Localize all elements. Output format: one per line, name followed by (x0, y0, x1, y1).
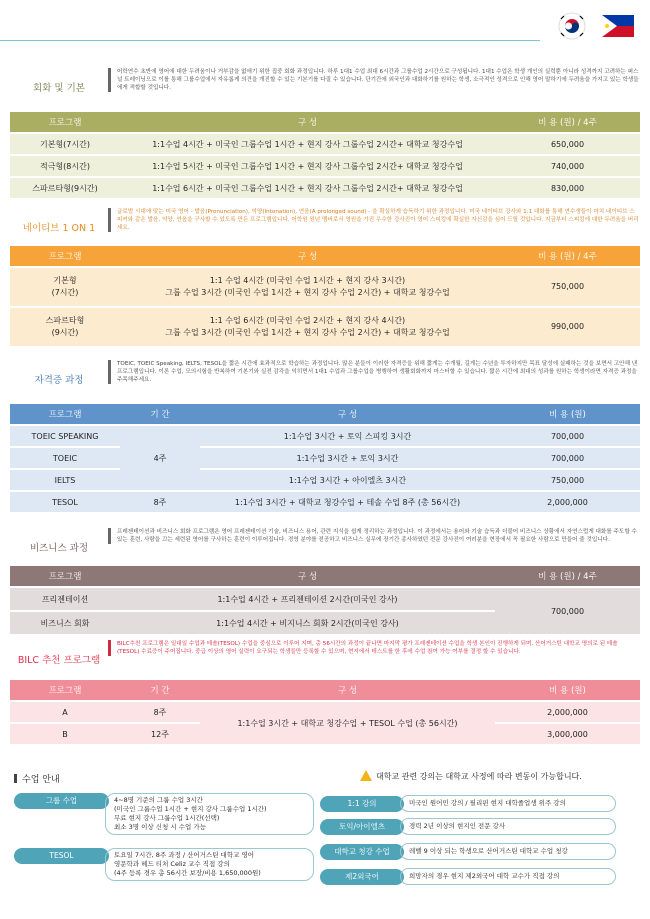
period-cell: 4주 (120, 426, 200, 490)
program-cell: B (10, 724, 120, 744)
guide-text (105, 793, 314, 835)
composition-line: 1:1 수업 4시간 (미국인 수업 1시간 + 현지 강사 3시간) (209, 276, 406, 285)
composition-cell: 1:1수업 4시간 + 미국인 그룹수업 1시간 + 현지 강사 그룹수업 2시간+ 대학교 청강수업 (120, 134, 495, 154)
guide-line: 4~8명 기준의 그룹 수업 3시간 (114, 796, 203, 804)
guide-text: 레벨 9 이상 되는 학생으로 산어거스틴 대학교 수업 청강 (400, 843, 616, 860)
price-table (10, 402, 640, 514)
program-cell: A (10, 702, 120, 722)
cost-cell: 2,000,000 (495, 702, 640, 722)
col-header: 구 성 (200, 680, 495, 700)
section-title: 회화 및 기본 (33, 83, 85, 94)
table-row (10, 308, 640, 346)
guide-label: 제2외국어 (320, 869, 404, 885)
section-business (10, 528, 640, 636)
composition-cell (120, 308, 495, 346)
composition-cell: 1:1수업 3시간 + 아이엘츠 3시간 (200, 470, 495, 490)
composition-cell: 1:1수업 4시간 + 비지니스 회화 2시간(미국인 강사) (120, 612, 495, 634)
composition-cell: 1:1수업 3시간 + 토익 3시간 (200, 448, 495, 468)
guide-text: 희망자의 경우 현지 제2외국어 대학 교수가 직접 강의 (400, 868, 616, 885)
section-title: 네이티브 1 ON 1 (22, 223, 96, 234)
price-table (10, 110, 640, 200)
section-conversation (10, 68, 640, 200)
program-cell (10, 308, 120, 346)
cost-cell: 700,000 (495, 448, 640, 468)
guide-line: 영문학과 헤드 티처 Celiz 교수 직접 강의 (114, 860, 230, 868)
top-divider (0, 40, 540, 41)
guide-text: 경력 2년 이상의 현지인 전문 강사 (400, 818, 616, 835)
program-cell: 비즈니스 회화 (10, 612, 120, 634)
guide-line: (4주 등록 경우 총 56시간 보장/비용 1,650,000원) (114, 869, 261, 877)
composition-line: 그룹 수업 3시간 (미국인 수업 1시간 + 현지 강사 수업 2시간) + 대학교 청강수업 (165, 288, 450, 297)
guide-item-one-on-one (320, 795, 616, 812)
composition-cell (120, 268, 495, 306)
cost-cell: 830,000 (495, 178, 640, 198)
cost-cell: 740,000 (495, 156, 640, 176)
col-header: 프로그램 (10, 112, 120, 132)
section-intro (10, 360, 640, 394)
flags-icon (556, 10, 636, 42)
guide-line: 무료 현지 강사 그룹수업 1시간(선택) (114, 814, 220, 822)
col-header: 기 간 (120, 404, 200, 424)
cost-cell: 650,000 (495, 134, 640, 154)
section-desc: BILC추천 프로그램은 일대일 수업과 테솔(TESOL) 수업을 중심으로 이루어 지며, 총 56시간의 과정이 끝나면 마지막 평가 프레젠테이션 수업을 학생 본인이 진행하게 되며, 산어거스틴 대학교 명의로 된 테솔(TESOL) 수료증이 주어집니다. 중급 이상의 영어 실력이 요구되는 학생들만 등록할 수 있으며, 현지에서 테스트를 한 후에 수업 참여 가능 여부를 결정 할 수 있습니다. (108, 640, 640, 656)
program-cell: TOEIC SPEAKING (10, 426, 120, 446)
section-desc: TOEIC, TOEIC Speaking, IELTS, TESOL을 짧은 시간에 효과적으로 학습하는 과정입니다. 많은 분들이 이러한 자격증을 위해 짧게는 수개월, 길게는 수년을 투자하지만 목표 달성에 실패하는 것을 보면서 고안해 낸 프로그램입니다. 이론 수업, 모의시험을 반복하여 기본기와 실전 감각을 익히면서 1대1 수업과 그룹수업을 병행하여 생활회화까지 마스터할 수 있습니다. 짧은 시간에 최대의 성과를 원하는 학생이라면 자격증 과정을 주목해주세요. (108, 360, 640, 384)
warning-note (360, 770, 582, 782)
table-row (10, 448, 640, 468)
composition-line: 1:1 수업 6시간 (미국인 수업 2시간 + 현지 강사 4시간) (209, 316, 406, 325)
col-header: 프로그램 (10, 566, 120, 586)
guide-line: 토요일 7시간, 8주 과정 / 산어거스틴 대학교 영어 (114, 851, 255, 859)
bullet-icon (14, 774, 17, 783)
section-native (10, 208, 640, 348)
col-header: 프로그램 (10, 246, 120, 266)
program-name: 스파르타형 (45, 316, 85, 325)
guide-item-tesol (14, 848, 314, 881)
program-cell: TOEIC (10, 448, 120, 468)
section-title: 비즈니스 과정 (29, 543, 89, 554)
guide-item-second-language (320, 868, 616, 885)
table-row (10, 178, 640, 198)
col-header: 비 용 (원) (495, 404, 640, 424)
composition-cell: 1:1수업 3시간 + 대학교 청강수업 + TESOL 수업 (총 56시간) (200, 702, 495, 744)
composition-cell: 1:1수업 4시간 + 프리젠테이션 2시간(미국인 강사) (120, 588, 495, 610)
table-row (10, 702, 640, 722)
section-title: 자격증 과정 (34, 375, 84, 386)
cost-cell: 3,000,000 (495, 724, 640, 744)
guide-item-group (14, 793, 314, 835)
program-hours: (9시간) (51, 328, 79, 337)
composition-cell: 1:1수업 5시간 + 미국인 그룹수업 1시간 + 현지 강사 그룹수업 2시간+ 대학교 청강수업 (120, 156, 495, 176)
cost-cell: 700,000 (495, 426, 640, 446)
col-header: 프로그램 (10, 680, 120, 700)
col-header: 구 성 (120, 246, 495, 266)
col-header: 비 용 (원) (495, 680, 640, 700)
program-cell: IELTS (10, 470, 120, 490)
composition-line: 그룹 수업 3시간 (미국인 수업 1시간 + 현지 강사 수업 2시간) + 대학교 청강수업 (165, 328, 450, 337)
price-table (10, 678, 640, 746)
period-cell: 8주 (120, 492, 200, 512)
col-header: 구 성 (200, 404, 495, 424)
composition-cell: 1:1수업 3시간 + 대학교 청강수업 + 테솔 수업 8주 (총 56시간) (200, 492, 495, 512)
guide-text: 미국인 원어민 강의 / 필리핀 현지 대학졸업생 위주 강의 (400, 795, 616, 812)
section-desc: 글로벌 시대에 맞는 미국 영어 - 발음(Pronunciation), 억양(Intonation), 연음(A prolonged sound) - 을 확실하게 습득하기 위한 과정입니다. 미국 네이티브 강사와 1:1 대화를 통해 연수생들이 마치 네이티브 스피커와 같은 발음, 억양, 연음을 구사할 수 있도록 만든 프로그램입니다. 어학원 원년 멤버로서 영원을 가진 우수한 강사진이 영어 스피킹에 확실한 자신감을 심어 드릴 것입니다. 지금부터 스피킹에 대한 두려움을 버리세요. (108, 208, 640, 232)
warning-text: 대학교 관련 강의는 대학교 사정에 따라 변동이 가능합니다. (376, 772, 582, 781)
guide-label: 대학교 청강 수업 (320, 844, 404, 860)
section-bilc (10, 640, 640, 746)
table-row (10, 492, 640, 512)
section-intro (10, 208, 640, 242)
section-intro (10, 528, 640, 562)
program-cell: 스파르타형(9시간) (10, 178, 120, 198)
period-cell: 12주 (120, 724, 200, 744)
guide-title-text: 수업 안내 (22, 775, 60, 785)
program-cell: 기본형(7시간) (10, 134, 120, 154)
guide-label: 그룹 수업 (14, 793, 109, 809)
guide-label: 1:1 강의 (320, 796, 404, 812)
price-table (10, 564, 640, 636)
cost-cell: 2,000,000 (495, 492, 640, 512)
section-desc: 어학연수 초반에 영어에 대한 두려움이나 거부감을 없애기 위한 집중 회화 과정입니다. 하루 1대1 수업 최대 6시간과 그룹수업 2시간으로 구성됩니다. 1대1 수업은 학생 개인의 실력뿐 아니라 성격까지 고려하는 퍼스널 트레이닝으로 이를 통해 그룹수업에서 자유롭게 의견을 개진할 수 있는 기본기를 다질 수 있습니다. 단기간에 외국인과 대화하기를 원하는 학생, 소극적인 성격으로 인해 영어 말하기에 두려움을 가지고 있는 학생들에게 적합할 것입니다. (108, 68, 640, 92)
guide-text (105, 848, 314, 881)
warning-icon (360, 770, 372, 781)
table-row (10, 156, 640, 176)
col-header: 기 간 (120, 680, 200, 700)
section-title: BILC 추천 프로그램 (17, 655, 101, 666)
section-intro (10, 68, 640, 102)
table-row (10, 268, 640, 306)
table-row (10, 134, 640, 154)
col-header: 프로그램 (10, 404, 120, 424)
period-cell: 8주 (120, 702, 200, 722)
guide-line: (미국인 그룹수업 1시간 + 현지 강사 그룹수업 1시간) (114, 805, 267, 813)
guide-label: TESOL (14, 848, 109, 864)
composition-cell: 1:1수업 3시간 + 토익 스피킹 3시간 (200, 426, 495, 446)
col-header: 구 성 (120, 112, 495, 132)
section-desc: 프레젠테이션과 비즈니스 회화 프로그램은 영어 프레젠테이션 기술, 비즈니스 용어, 관련 지식을 쉽게 정리하는 과정입니다. 이 과정에서는 용어와 기술 습득과 더불어 비즈니스 상황에서 자연스럽게 대화를 주도할 수 있는 훈련, 사람을 끄는 세련된 영어를 구사하는 훈련이 이루어집니다. 경영 분야를 전공하고 비즈니스 실무에 장기간 종사하였던 전문 강사진이 여러분을 현장에서 꼭 필요한 사람으로 만들어 줄 것입니다. (108, 528, 640, 544)
program-name: 기본형 (53, 276, 77, 285)
guide-item-university (320, 843, 616, 860)
guide-item-toeic-ielts (320, 818, 616, 835)
table-row (10, 588, 640, 610)
program-cell (10, 268, 120, 306)
guide-line: 최소 3명 이상 신청 시 수업 가능 (114, 823, 206, 831)
table-row (10, 426, 640, 446)
price-table (10, 244, 640, 348)
composition-cell: 1:1수업 6시간 + 미국인 그룹수업 1시간 + 현지 강사 그룹수업 2시간+ 대학교 청강수업 (120, 178, 495, 198)
guide-title (14, 772, 60, 785)
col-header: 비 용 (원) / 4주 (495, 566, 640, 586)
section-certificate (10, 360, 640, 514)
col-header: 구 성 (120, 566, 495, 586)
table-row (10, 470, 640, 490)
col-header: 비 용 (원) / 4주 (495, 112, 640, 132)
cost-cell: 750,000 (495, 470, 640, 490)
section-intro (10, 640, 640, 674)
program-cell: 적극형(8시간) (10, 156, 120, 176)
guide-label: 토익/아이엘츠 (320, 819, 404, 835)
program-hours: (7시간) (51, 288, 79, 297)
program-cell: TESOL (10, 492, 120, 512)
cost-cell: 750,000 (495, 268, 640, 306)
col-header: 비 용 (원) / 4주 (495, 246, 640, 266)
program-cell: 프리젠테이션 (10, 588, 120, 610)
cost-cell: 990,000 (495, 308, 640, 346)
cost-cell: 700,000 (495, 588, 640, 634)
